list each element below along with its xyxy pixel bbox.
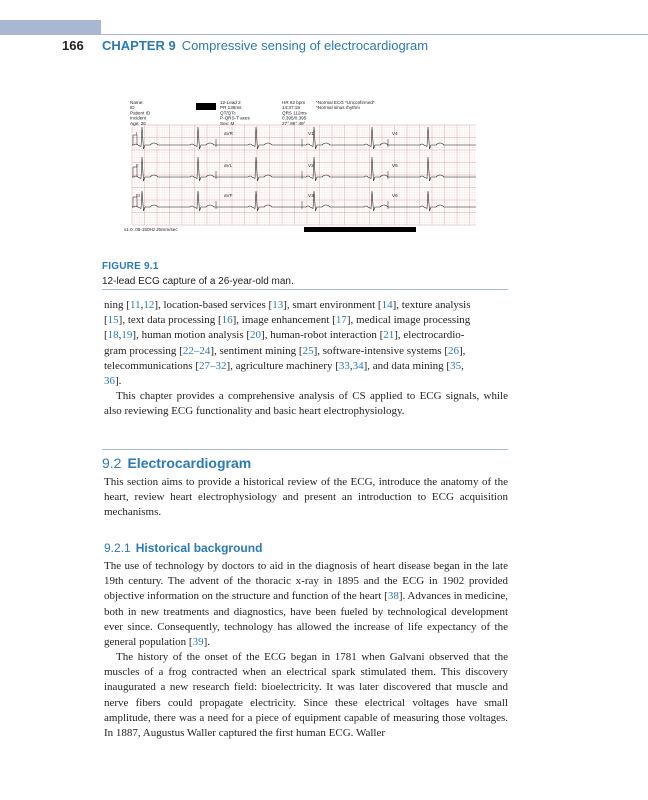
- lead-label-avf: aVF: [224, 193, 233, 198]
- figure-caption: 12-lead ECG capture of a 26-year-old man.: [102, 276, 294, 287]
- ecg-header-line: ID: [130, 105, 135, 111]
- lead-label-v3: V3: [308, 193, 314, 198]
- chapter-overview-paragraph: This chapter provides a comprehensive analysis of CS applied to ECG signals, while also reviewing ECG functionality and basic heart electrophysiology.: [104, 390, 508, 418]
- ecg-footer-text: x1.0 .05-150Hz 25mm/sec: [124, 227, 178, 232]
- ecg-header-line: 14:37:18: [282, 105, 300, 111]
- ecg-header-line: HR 62 bpm: [282, 100, 306, 105]
- ecg-header-line: QRS 112ms: [282, 110, 307, 116]
- chapter-label: CHAPTER 9: [102, 38, 176, 53]
- history-paragraph-2: The history of the onset of the ECG began in 1781 when Galvani observed that the muscles of a frog contracted when an electrical spark stimulated them. This discovery inaugurated a new research field: bioelectricity. It was later discovered that muscle and nerve fibers could propagate electricity. Since these electrical voltages have small amplitude, there was a need for a piece of equipment capable of measuring those voltages. In 1887, Augustus Waller captured the first human ECG. Waller: [104, 651, 508, 740]
- lead-label-v2: V2: [308, 163, 314, 168]
- intro-line-6: 36].: [104, 375, 122, 388]
- ecg-grid: [132, 125, 476, 225]
- intro-line-2: [15], text data processing [16], image enhancement [17], medical image processing: [104, 314, 471, 327]
- lead-label-iii: III: [136, 193, 140, 198]
- intro-line-3: [18,19], human motion analysis [20], human-robot interaction [21], electrocardio-: [104, 329, 465, 342]
- ecg-header-line: Sex: M: [220, 120, 235, 126]
- ecg-header-line: Age: 26: [130, 120, 146, 126]
- header-rule: [101, 34, 648, 35]
- redaction-bar-bottom: [304, 227, 416, 232]
- ecg-image: [120, 97, 480, 241]
- running-head: [102, 38, 428, 53]
- history-p1-text-c: ].: [203, 636, 211, 649]
- subsection-number: 9.2.1: [104, 541, 131, 555]
- ecg-header-line: Patient ID: [130, 110, 151, 116]
- lead-label-v1: V1: [308, 131, 314, 136]
- section-title: Electrocardiogram: [127, 455, 252, 471]
- intro-paragraph: [104, 298, 508, 389]
- ecg-header-line: Name:: [130, 100, 144, 105]
- ecg-header-line: 27° 88° 49°: [282, 120, 306, 126]
- lead-label-i: I: [136, 131, 138, 136]
- ecg-figure: [120, 97, 480, 241]
- ecg-header-line: 12-Lead 2: [220, 100, 241, 105]
- lead-label-v5: V5: [392, 163, 398, 168]
- intro-line-4: gram processing [22–24], sentiment mining [25], software-intensive systems [26],: [104, 344, 466, 357]
- figure-label: FIGURE 9.1: [102, 261, 159, 272]
- ecg-header-line: P-QRS-T axes: [220, 115, 250, 121]
- header-tab-bar: [0, 20, 101, 35]
- citation-38[interactable]: 38: [387, 590, 399, 603]
- lead-label-v6: V6: [392, 193, 398, 198]
- history-p1-text-b: ]. Advances in medicine, both in new treatments and diagnostics, have been fueled by technological development ever since. Consequently, technology has allowed the increase of life expectancy of the general population [: [104, 590, 508, 649]
- section-number: 9.2: [102, 455, 122, 471]
- chapter-title: Compressive sensing of electrocardiogram: [181, 38, 429, 53]
- intro-line-1: ning [11,12], location-based services [13], smart environment [14], texture analysis: [104, 299, 471, 311]
- section-intro-paragraph: This section aims to provide a historical review of the ECG, introduce the anatomy of the heart, review heart electrophysiology and present an introduction to ECG acquisition mechanisms.: [104, 476, 508, 519]
- redaction-bar-top: [196, 103, 216, 110]
- ecg-header-line: *Normal sinus rhythm: [316, 105, 360, 111]
- citation-39[interactable]: 39: [192, 636, 204, 649]
- page-number: 166: [62, 38, 84, 53]
- ecg-header-line: 0.395/0.395: [282, 115, 307, 121]
- history-paragraph-1: [104, 559, 508, 650]
- figure-rule: [102, 289, 508, 290]
- subsection-heading: [104, 541, 262, 555]
- lead-label-v4: V4: [392, 131, 398, 136]
- ecg-header-line: Incident: [130, 115, 147, 121]
- lead-label-avr: aVR: [224, 131, 233, 136]
- ecg-header-line: *Normal ECG *Unconfirmed*: [316, 100, 375, 105]
- intro-line-5: telecommunications [27–32], agriculture machinery [33,34], and data mining [35,: [104, 359, 464, 372]
- ecg-header-line: QT/QTc: [220, 110, 236, 116]
- ecg-header-line: PR 136ms: [220, 105, 242, 111]
- lead-label-avl: aVL: [224, 163, 233, 168]
- lead-label-ii: II: [136, 163, 139, 168]
- subsection-title: Historical background: [135, 541, 263, 555]
- section-rule: [102, 449, 508, 450]
- history-p1-text-a: The use of technology by doctors to aid in the diagnosis of heart disease began in the late 19th century. The advent of the thoracic x-ray in 1895 and the ECG in 1902 provided objective information on the structure and function of the heart [: [104, 560, 508, 603]
- section-heading: [102, 455, 251, 471]
